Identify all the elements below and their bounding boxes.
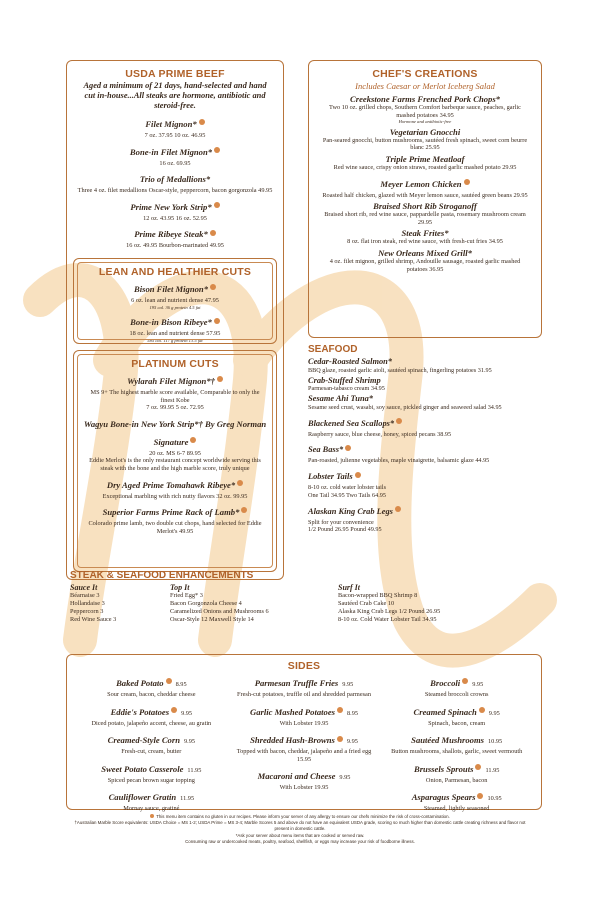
gluten-free-icon	[462, 678, 468, 684]
enhancement-line: Hollandaise 3	[70, 600, 105, 607]
menu-footer	[70, 814, 530, 845]
seafood-section	[308, 344, 548, 535]
sides-column	[75, 673, 228, 816]
item-desc: Braised short rib, red wine sauce, pappardelle pasta, rosemary mushroom cream 29.95	[324, 211, 526, 226]
item-price: 11.95	[180, 795, 195, 803]
gluten-free-icon	[217, 376, 223, 382]
menu-item	[74, 414, 276, 473]
item-name: Filet Mignon*	[145, 119, 197, 129]
menu-item	[309, 127, 541, 152]
item-desc: 12 oz. 43.95 16 oz. 52.95	[143, 214, 207, 222]
item-name: Braised Short Rib Stroganoff	[373, 201, 477, 212]
item-price: 9.95	[339, 774, 351, 782]
sides-panel	[66, 654, 542, 813]
item-desc: With Lobster 19.95	[279, 784, 329, 792]
item-name: Asparagus Spears	[411, 792, 476, 803]
item-desc: Onion, Parmesan, bacon	[425, 776, 488, 784]
menu-item	[309, 154, 541, 172]
item-name: Creekstone Farms Frenched Pork Chops*	[350, 94, 500, 104]
chefs-creations-subtitle: Includes Caesar or Merlot Iceberg Salad	[355, 81, 495, 91]
menu-item	[74, 312, 276, 343]
side-item	[380, 787, 533, 813]
menu-item	[308, 501, 548, 534]
item-name: Broccoli	[430, 678, 461, 688]
lean-cuts-panel	[73, 258, 277, 344]
menu-item	[67, 169, 283, 195]
enhancement-line: Bacon-wrapped BBQ Shrimp 8	[338, 592, 418, 599]
side-item	[228, 673, 381, 699]
menu-item	[74, 475, 276, 501]
item-name: Parmesan Truffle Fries	[254, 678, 339, 688]
footer-line: Consuming raw or undercooked meats, poultry, seafood, shellfish, or eggs may increase your risk of foodborne illness.	[185, 838, 415, 844]
item-desc: Three 4 oz. filet medallions Oscar-style, peppercorn, bacon gorgonzola 49.95	[77, 187, 273, 195]
item-name: Sautéed Mushrooms	[411, 735, 485, 746]
item-price: 10.95	[487, 795, 502, 803]
seafood-title: SEAFOOD	[308, 344, 358, 355]
item-price: 9.95	[472, 681, 484, 688]
item-price: 8.95	[346, 709, 359, 717]
side-item	[228, 730, 381, 763]
footer-line: †Australian Marble Score equivalents: USDA Choice = MS 1-2; USDA Prime = MS 3-4; Marble Scores 5 and above do not have an equivalent USDA grade, scoring so much higher than domestic cattle creating richness and flavor not present in domestic cattle.	[74, 820, 526, 832]
item-desc: Topped with bacon, cheddar, jalapeño and a fried egg 15.95	[236, 748, 372, 763]
item-price: 9.95	[342, 681, 354, 688]
menu-item	[308, 376, 548, 393]
item-name: Macaroni and Cheese	[257, 771, 336, 782]
gluten-free-icon	[210, 284, 216, 290]
enhancement-line: Sautéed Crab Cake 10	[338, 600, 395, 607]
gluten-free-icon	[337, 736, 343, 742]
enhancement-column	[70, 583, 170, 624]
menu-item	[74, 371, 276, 412]
enhancement-column	[338, 583, 538, 624]
gluten-free-icon	[214, 202, 220, 208]
gluten-free-icon	[190, 437, 196, 443]
item-desc: 20 oz. MS 6-7 89.95 Eddie Merlot's is the only restaurant concept worldwide serving this steak with the bone and the high marble score, truly unique	[89, 449, 261, 472]
item-name: Steak Frites*	[401, 228, 449, 239]
item-desc: 4 oz. filet mignon, grilled shrimp, Andouille sausage, roasted garlic mashed potatoes 36.95	[329, 257, 521, 273]
item-name: Sesame Ahi Tuna*	[308, 394, 373, 403]
item-desc: 8 oz. flat iron steak, red wine sauce, with fresh-cut fries 34.95	[347, 238, 503, 246]
sides-column	[380, 673, 533, 816]
item-name: Bone-in Filet Mignon*	[129, 146, 213, 157]
item-note: Hormone and antibiotic-free	[398, 119, 452, 125]
item-price: 9.95	[183, 738, 196, 746]
side-item	[380, 730, 533, 756]
item-desc: Fresh-cut potatoes, truffle oil and shredded parmesan	[237, 691, 372, 698]
gluten-free-icon	[396, 418, 402, 424]
menu-item	[67, 224, 283, 250]
footer-line: This menu item contains no gluten in our recipes. Please inform your server of any allergy to ensure our chefs minimize the risk of cross-contamination.	[70, 814, 530, 820]
enhancement-line: Bacon Gorgonzola Cheese 4	[170, 600, 242, 607]
menu-item	[309, 228, 541, 246]
item-name: Alaskan King Crab Legs	[308, 506, 393, 516]
item-desc: 8-10 oz. cold water lobster tails One Tail 34.95 Two Tails 64.95	[308, 484, 387, 499]
item-name: New Orleans Mixed Grill*	[378, 247, 472, 258]
item-name: Dry Aged Prime Tomahawk Ribeye*	[106, 479, 236, 490]
item-desc: Spiced pecan brown sugar topping	[107, 776, 195, 784]
item-price: 8.95	[175, 681, 187, 688]
nutrition-note: 195 cal. 36 g protein 4.5 fat	[149, 304, 201, 310]
enhancement-line: Red Wine Sauce 3	[70, 616, 117, 623]
menu-item	[67, 142, 283, 168]
item-name: Sweet Potato Casserole	[101, 763, 184, 774]
platinum-cuts-title: PLATINUM CUTS	[131, 358, 219, 370]
enhancement-heading: Surf It	[338, 583, 361, 592]
side-item	[380, 702, 533, 728]
item-name: Cedar-Roasted Salmon*	[308, 357, 392, 366]
item-name: Wylarah Filet Mignon*†	[127, 376, 215, 386]
item-desc: Pan-seared gnocchi, button mushrooms, sautéed fresh spinach, sweet corn beurre blanc 25.95	[322, 136, 528, 152]
item-name: Eddie's Potatoes	[110, 706, 170, 717]
gluten-free-icon	[199, 119, 205, 125]
menu-item	[308, 357, 548, 374]
item-price: 9.95	[181, 709, 193, 717]
nutrition-note: 585 cal. 117 g protein 13.5 fat	[147, 337, 203, 343]
item-name: Prime Ribeye Steak*	[134, 229, 208, 240]
gluten-free-icon	[337, 707, 343, 713]
item-desc: Red wine sauce, crispy onion straws, roasted garlic mashed potato 29.95	[333, 163, 517, 171]
item-name: Triple Prime Meatloaf	[385, 153, 465, 164]
side-item	[228, 766, 381, 792]
item-desc: MS 9+ The highest marble score available, Comparable to only the finest Kobe 7 oz. 99.95 5 oz. 72.95	[90, 389, 260, 412]
menu-item	[308, 413, 548, 438]
item-desc: Split for your convenience 1/2 Pound 26.95 Pound 49.95	[308, 518, 382, 534]
gluten-free-icon	[345, 445, 351, 451]
enhancement-line: Béarnaise 3	[70, 592, 100, 599]
item-desc: 18 oz. lean and nutrient dense 57.95	[129, 330, 221, 338]
menu-item	[308, 466, 548, 499]
item-name: Lobster Tails	[308, 472, 353, 482]
menu-item	[67, 114, 283, 140]
item-price: 11.95	[187, 766, 202, 774]
item-name: Creamed Spinach	[413, 706, 477, 717]
enhancements-section	[70, 570, 540, 624]
item-name: Shredded Hash-Browns	[250, 735, 335, 746]
gluten-free-icon	[464, 179, 470, 185]
enhancement-column	[170, 583, 338, 624]
item-name: Sea Bass*	[308, 445, 344, 455]
item-price: 9.95	[346, 738, 358, 746]
item-desc: Two 10 oz. grilled chops, Southern Comfort barbeque sauce, peaches, garlic mashed potatoes 34.95	[329, 104, 521, 119]
menu-item	[308, 439, 548, 464]
item-desc: Colorado prime lamb, two double cut chops, hand selected for Eddie Merlot's 49.95	[88, 520, 262, 535]
menu-item	[309, 174, 541, 200]
item-price: 10.95	[488, 738, 503, 746]
side-item	[380, 759, 533, 785]
item-name: Brussels Sprouts	[413, 763, 474, 774]
item-name: Meyer Lemon Chicken	[380, 178, 462, 189]
item-desc: Parmesan-tabasco cream 34.95	[308, 385, 385, 393]
gluten-free-icon	[210, 230, 216, 236]
item-name: Trio of Medallions*	[139, 174, 211, 185]
prime-beef-title: USDA PRIME BEEF	[125, 68, 225, 80]
item-desc: Raspberry sauce, blue cheese, honey, spiced pecans 38.95	[308, 430, 452, 438]
menu-item	[67, 197, 283, 223]
side-item	[75, 702, 228, 728]
gluten-free-icon	[166, 678, 172, 684]
gluten-free-icon	[150, 814, 154, 818]
gluten-free-icon	[355, 472, 361, 478]
side-item	[75, 673, 228, 699]
item-name: Cauliflower Gratin	[108, 792, 177, 803]
gluten-free-icon	[479, 707, 485, 713]
item-desc: Mornay sauce, gratiné	[123, 805, 180, 813]
item-desc: Fresh-cut, cream, butter	[121, 748, 182, 756]
prime-beef-intro: Aged a minimum of 21 days, hand-selected and hand cut in-house...All steaks are hormone, antibiotic and steroid-free.	[83, 81, 267, 110]
item-desc: Steamed broccoli crowns	[424, 691, 489, 698]
platinum-cuts-panel	[73, 350, 277, 572]
side-item	[75, 759, 228, 785]
item-desc: Diced potato, jalapeño accent, cheese, au gratin	[91, 719, 212, 727]
item-name: Bison Filet Mignon*	[133, 284, 209, 294]
enhancement-heading: Sauce It	[70, 583, 98, 592]
side-item	[75, 787, 228, 813]
menu-item	[309, 94, 541, 125]
item-name: Prime New York Strip*	[130, 201, 212, 212]
enhancement-line: 8-10 oz. Cold Water Lobster Tail 34.95	[338, 616, 437, 623]
enhancement-line: Alaska King Crab Legs 1/2 Pound 26.95	[338, 608, 441, 615]
gluten-free-icon	[475, 764, 481, 770]
item-desc: 16 oz. 69.95	[159, 159, 191, 167]
side-item	[75, 730, 228, 756]
item-desc: Spinach, bacon, cream	[428, 719, 486, 727]
chefs-creations-panel	[308, 60, 542, 338]
enhancement-line: Caramelized Onions and Mushrooms 6	[170, 608, 269, 615]
item-name: Baked Potato	[116, 678, 164, 688]
item-desc: Pan-roasted, julienne vegetables, maple vinaigrette, balsamic glaze 44.95	[308, 457, 490, 465]
chefs-creations-title: CHEF'S CREATIONS	[372, 68, 478, 80]
item-desc: Sour cream, bacon, cheddar cheese	[107, 691, 196, 698]
gluten-free-icon	[241, 507, 247, 513]
item-name: Vegetarian Gnocchi	[389, 126, 461, 137]
gluten-free-icon	[214, 147, 220, 153]
item-desc: Exceptional marbling with rich nutty flavors 32 oz. 99.95	[102, 492, 248, 500]
item-desc: Sesame seed crust, wasabi, soy sauce, pickled ginger and seaweed salad 34.95	[308, 403, 502, 411]
gluten-free-icon	[237, 480, 243, 486]
item-name: Blackened Sea Scallops*	[308, 418, 395, 428]
enhancement-line: Peppercorn 3	[70, 608, 104, 615]
item-desc: Button mushrooms, shallots, garlic, sweet vermouth	[391, 748, 523, 756]
menu-item	[74, 279, 276, 310]
side-item	[380, 673, 533, 699]
item-name: Superior Farms Prime Rack of Lamb*	[102, 507, 240, 518]
item-name: Crab-Stuffed Shrimp	[308, 375, 381, 385]
item-desc: 16 oz. 49.95 Bourbon-marinated 49.95	[126, 242, 224, 250]
menu-item	[74, 502, 276, 535]
enhancement-heading: Top It	[170, 583, 190, 592]
item-name: Wagyu Bone-in New York Strip*† By Greg Norman Signature	[83, 418, 267, 447]
side-item	[228, 702, 381, 728]
enhancements-title: STEAK & SEAFOOD ENHANCEMENTS	[70, 570, 254, 581]
enhancement-line: Oscar-Style 12 Maxwell Style 14	[170, 616, 254, 623]
item-name: Garlic Mashed Potatoes	[250, 706, 335, 717]
item-desc: 6 oz. lean and nutrient dense 47.95	[131, 297, 219, 304]
item-desc: 7 oz. 37.95 10 oz. 46.95	[144, 132, 206, 139]
item-desc: BBQ glaze, roasted garlic aioli, sautéed spinach, fingerling potatoes 31.95	[308, 366, 492, 374]
item-desc: With Lobster 19.95	[279, 719, 329, 727]
gluten-free-icon	[171, 707, 177, 713]
sides-column	[228, 673, 381, 816]
menu-item	[309, 201, 541, 226]
item-desc: Steamed, lightly seasoned	[423, 805, 490, 813]
sides-title: SIDES	[287, 660, 321, 672]
item-price: 11.95	[485, 766, 500, 774]
item-desc: Roasted half chicken, glazed with Meyer lemon sauce, sautéed green beans 29.95	[322, 191, 528, 199]
menu-item	[308, 394, 548, 411]
menu-item	[309, 248, 541, 273]
gluten-free-icon	[477, 793, 483, 799]
gluten-free-icon	[395, 506, 401, 512]
footer-line: *Ask your server about menu items that are cooked or served raw.	[235, 832, 365, 838]
item-price: 9.95	[488, 709, 500, 717]
lean-cuts-title: LEAN AND HEALTHIER CUTS	[98, 266, 252, 278]
gluten-free-icon	[214, 318, 220, 324]
item-name: Creamed-Style Corn	[107, 735, 180, 746]
enhancement-line: Fried Egg* 3	[170, 592, 203, 599]
item-name: Bone-in Bison Ribeye*	[130, 317, 212, 328]
